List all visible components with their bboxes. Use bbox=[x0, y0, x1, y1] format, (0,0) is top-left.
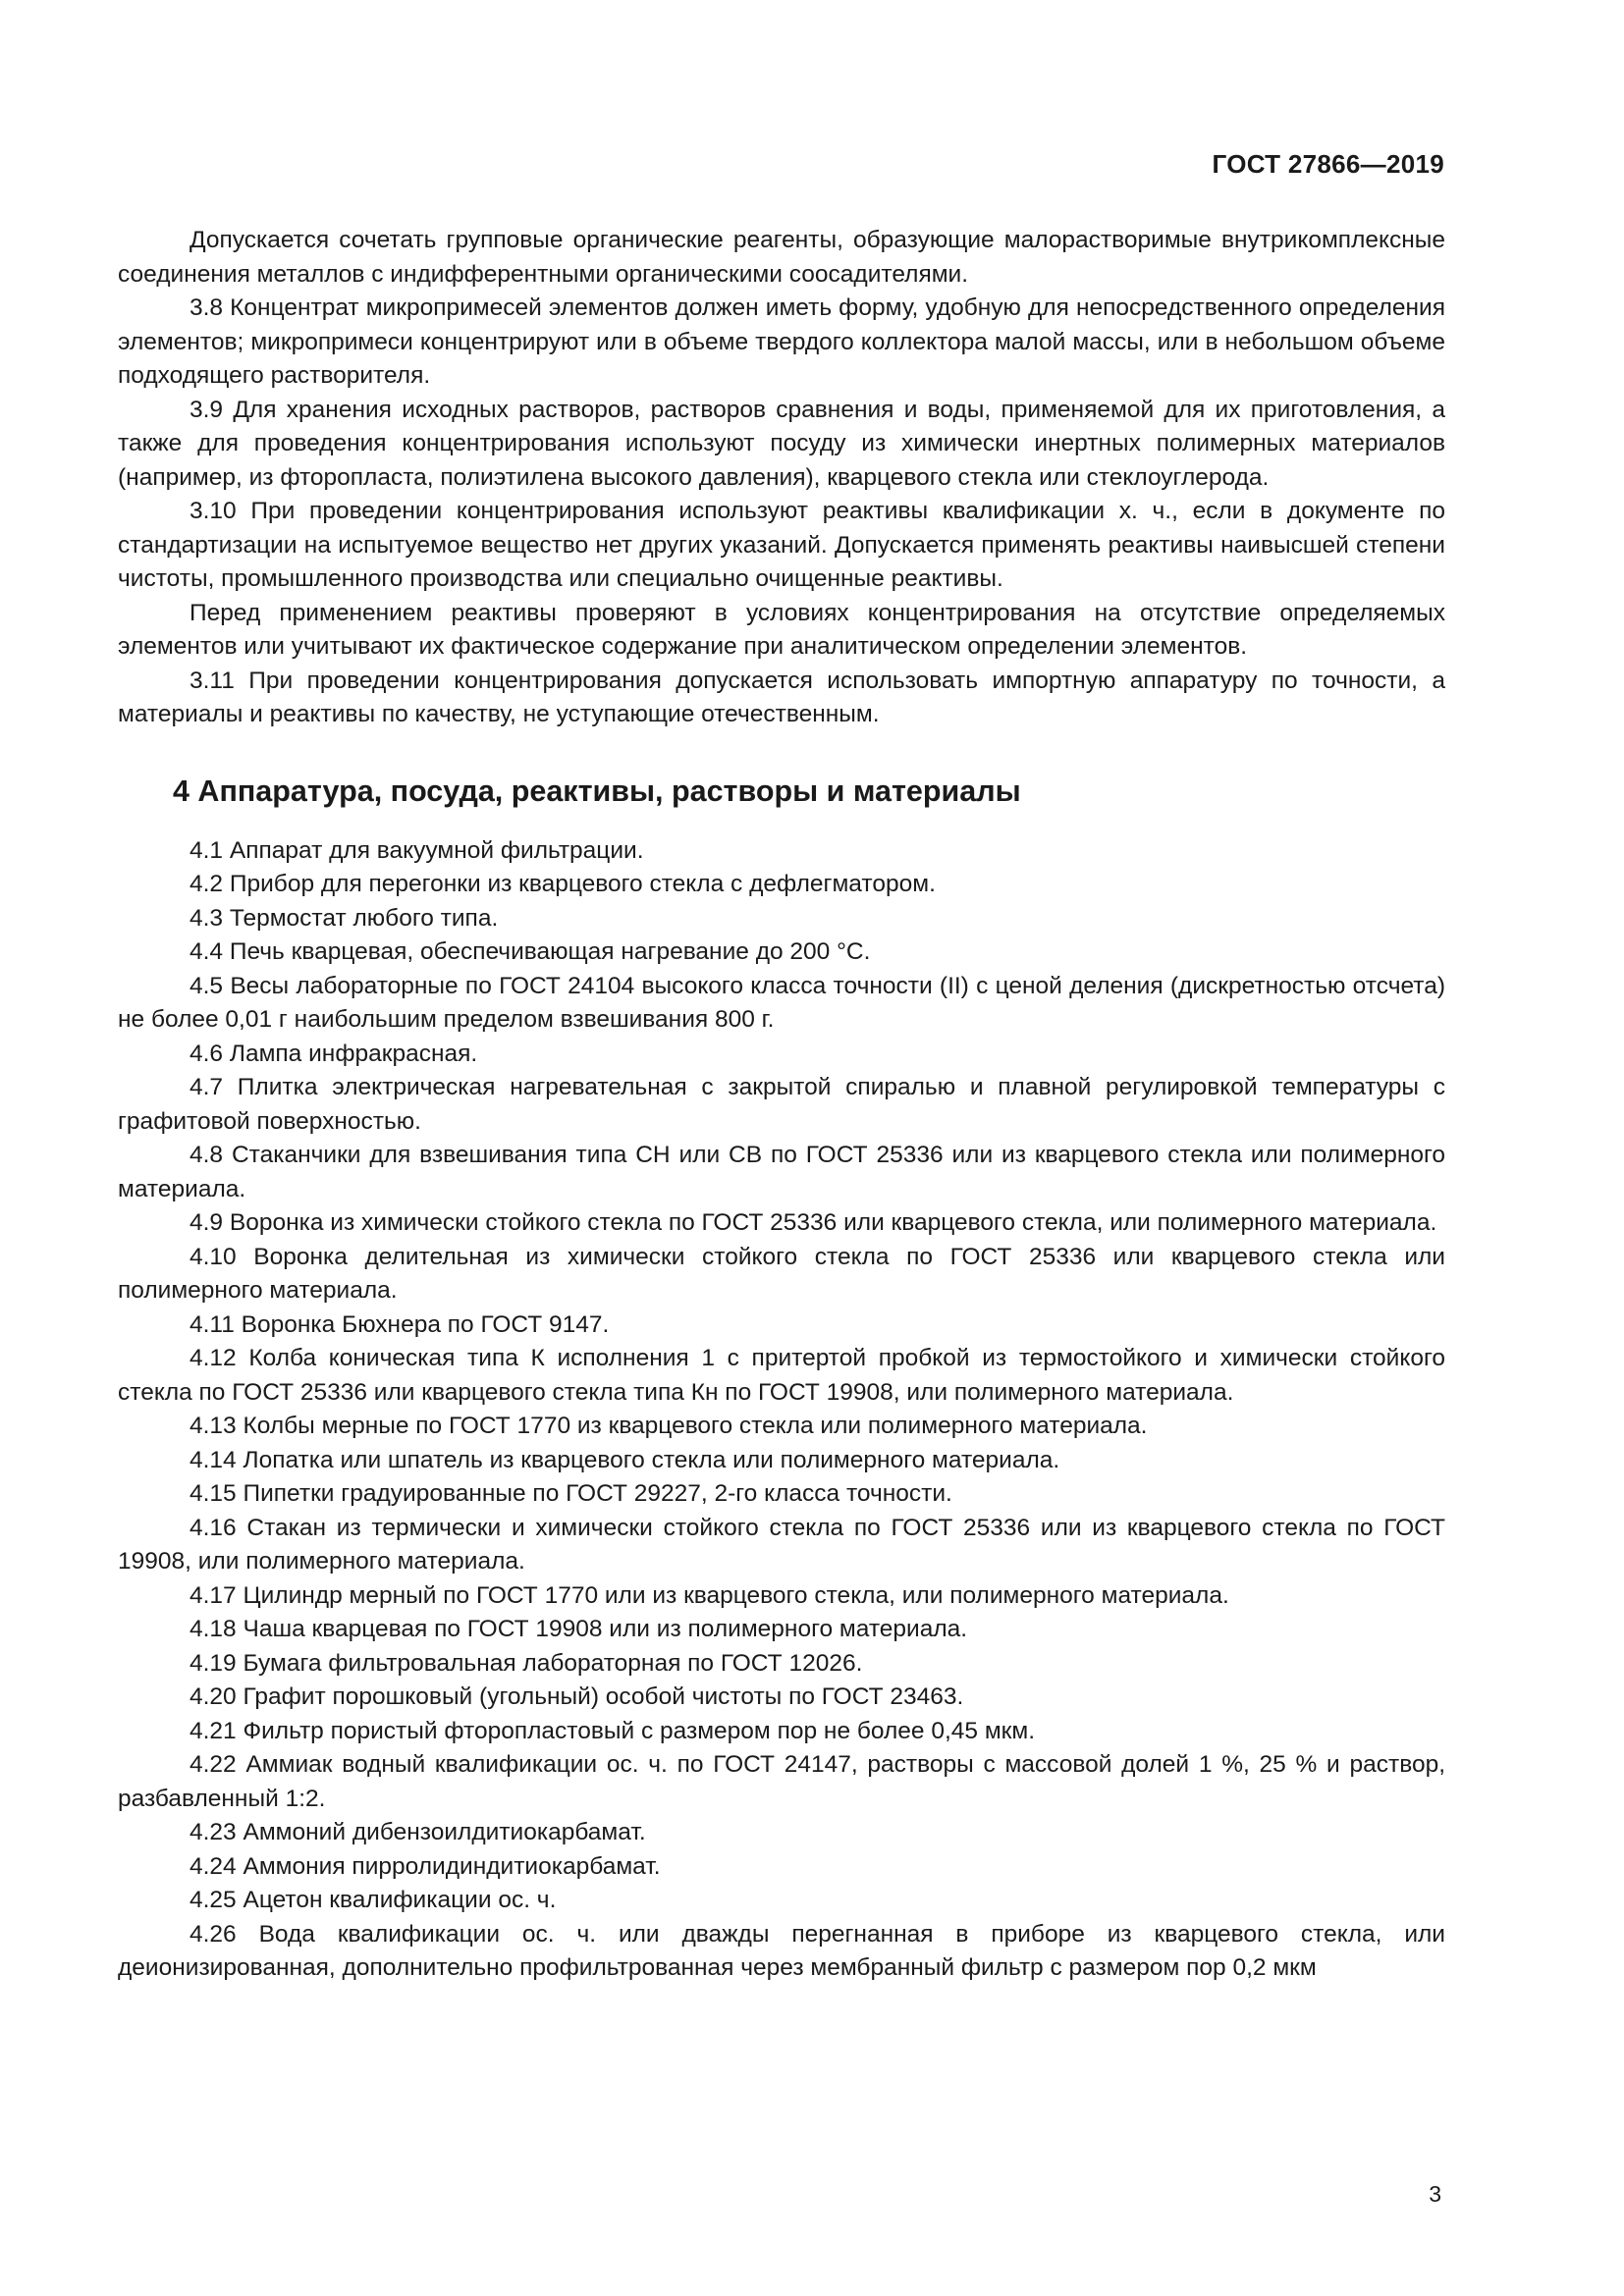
item-4-1: 4.1 Аппарат для вакуумной фильтрации. bbox=[189, 836, 644, 864]
item-4-5: 4.5 Весы лабораторные по ГОСТ 24104 высокого класса точности (II) с ценой деления (дискретностью отсчета) не более 0,01 г наибольшим пределом взвешивания 800 г. bbox=[118, 972, 1445, 1033]
page-content bbox=[118, 224, 1445, 1986]
page-number: 3 bbox=[1429, 2181, 1441, 2207]
item-4-10: 4.10 Воронка делительная из химически стойкого стекла по ГОСТ 25336 или кварцевого стекла или полимерного материала. bbox=[118, 1243, 1445, 1304]
item-4-19: 4.19 Бумага фильтровальная лабораторная по ГОСТ 12026. bbox=[189, 1649, 863, 1677]
item-4-2: 4.2 Прибор для перегонки из кварцевого стекла с дефлегматором. bbox=[189, 871, 936, 897]
paragraph-3-10: 3.10 При проведении концентрирования используют реактивы квалификации х. ч., если в документе по стандартизации на испытуемое вещество нет других указаний. Допускается применять реактивы наивысшей степени чистоты, промышленного производства или специально очищенные реактивы. bbox=[118, 498, 1445, 592]
item-4-7: 4.7 Плитка электрическая нагревательная с закрытой спиралью и плавной регулировкой температуры с графитовой поверхностью. bbox=[118, 1074, 1445, 1135]
item-4-26: 4.26 Вода квалификации ос. ч. или дважды перегнанная в приборе из кварцевого стекла, или деионизированная, дополнительно профильтрованная через мембранный фильтр с размером пор 0,2 мкм bbox=[118, 1920, 1445, 1981]
paragraph-3-9: 3.9 Для хранения исходных растворов, растворов сравнения и воды, применяемой для их приготовления, а также для проведения концентрирования используют посуду из химически инертных полимерных материалов (например, из фторопласта, полиэтилена высокого давления), кварцевого стекла или стеклоуглерода. bbox=[118, 396, 1445, 491]
item-4-4: 4.4 Печь кварцевая, обеспечивающая нагревание до 200 °С. bbox=[189, 938, 871, 965]
paragraph: Перед применением реактивы проверяют в условиях концентрирования на отсутствие определяемых элементов или учитывают их фактическое содержание при аналитическом определении элементов. bbox=[118, 599, 1445, 660]
item-4-22: 4.22 Аммиак водный квалификации ос. ч. по ГОСТ 24147, растворы с массовой долей 1 %, 25 % и раствор, разбавленный 1:2. bbox=[118, 1751, 1445, 1812]
item-4-18: 4.18 Чаша кварцевая по ГОСТ 19908 или из полимерного материала. bbox=[189, 1616, 968, 1642]
item-4-15: 4.15 Пипетки градуированные по ГОСТ 29227, 2-го класса точности. bbox=[189, 1480, 952, 1507]
item-4-11: 4.11 Воронка Бюхнера по ГОСТ 9147. bbox=[189, 1310, 610, 1338]
section-4-heading: 4 Аппаратура, посуда, реактивы, растворы и материалы bbox=[173, 774, 1021, 808]
item-4-8: 4.8 Стаканчики для взвешивания типа СН или СВ по ГОСТ 25336 или из кварцевого стекла или полимерного материала. bbox=[118, 1142, 1445, 1202]
item-4-9: 4.9 Воронка из химически стойкого стекла по ГОСТ 25336 или кварцевого стекла, или полимерного материала. bbox=[189, 1209, 1437, 1236]
item-4-25: 4.25 Ацетон квалификации ос. ч. bbox=[189, 1887, 557, 1913]
intro-block bbox=[118, 224, 1445, 732]
item-4-20: 4.20 Графит порошковый (угольный) особой чистоты по ГОСТ 23463. bbox=[189, 1683, 964, 1710]
item-4-17: 4.17 Цилиндр мерный по ГОСТ 1770 или из кварцевого стекла, или полимерного материала. bbox=[189, 1581, 1229, 1609]
item-4-14: 4.14 Лопатка или шпатель из кварцевого стекла или полимерного материала. bbox=[189, 1446, 1060, 1473]
item-4-16: 4.16 Стакан из термически и химически стойкого стекла по ГОСТ 25336 или из кварцевого стекла по ГОСТ 19908, или полимерного материала. bbox=[118, 1514, 1445, 1575]
paragraph-3-8: 3.8 Концентрат микропримесей элементов должен иметь форму, удобную для непосредственного определения элементов; микропримеси концентрируют или в объеме твердого коллектора малой массы, или в небольшом объеме подходящего растворителя. bbox=[118, 294, 1445, 389]
item-4-23: 4.23 Аммоний дибензоилдитиокарбамат. bbox=[189, 1819, 646, 1845]
item-4-24: 4.24 Аммония пирролидиндитиокарбамат. bbox=[189, 1852, 661, 1880]
item-4-6: 4.6 Лампа инфракрасная. bbox=[189, 1040, 478, 1067]
item-4-3: 4.3 Термостат любого типа. bbox=[189, 904, 499, 932]
item-4-13: 4.13 Колбы мерные по ГОСТ 1770 из кварцевого стекла или полимерного материала. bbox=[189, 1413, 1148, 1439]
document-code: ГОСТ 27866—2019 bbox=[1212, 149, 1444, 179]
paragraph: Допускается сочетать групповые органические реагенты, образующие малорастворимые внутрикомплексные соединения металлов с индифферентными органическими соосадителями. bbox=[118, 227, 1445, 288]
item-4-12: 4.12 Колба коническая типа К исполнения 1 с притертой пробкой из термостойкого и химически стойкого стекла по ГОСТ 25336 или кварцевого стекла типа Кн по ГОСТ 19908, или полимерного материала. bbox=[118, 1345, 1445, 1406]
paragraph-3-11: 3.11 При проведении концентрирования допускается использовать импортную аппаратуру по точности, а материалы и реактивы по качеству, не уступающие отечественным. bbox=[118, 667, 1445, 727]
section-4-items bbox=[118, 834, 1445, 1986]
item-4-21: 4.21 Фильтр пористый фторопластовый с размером пор не более 0,45 мкм. bbox=[189, 1717, 1036, 1744]
